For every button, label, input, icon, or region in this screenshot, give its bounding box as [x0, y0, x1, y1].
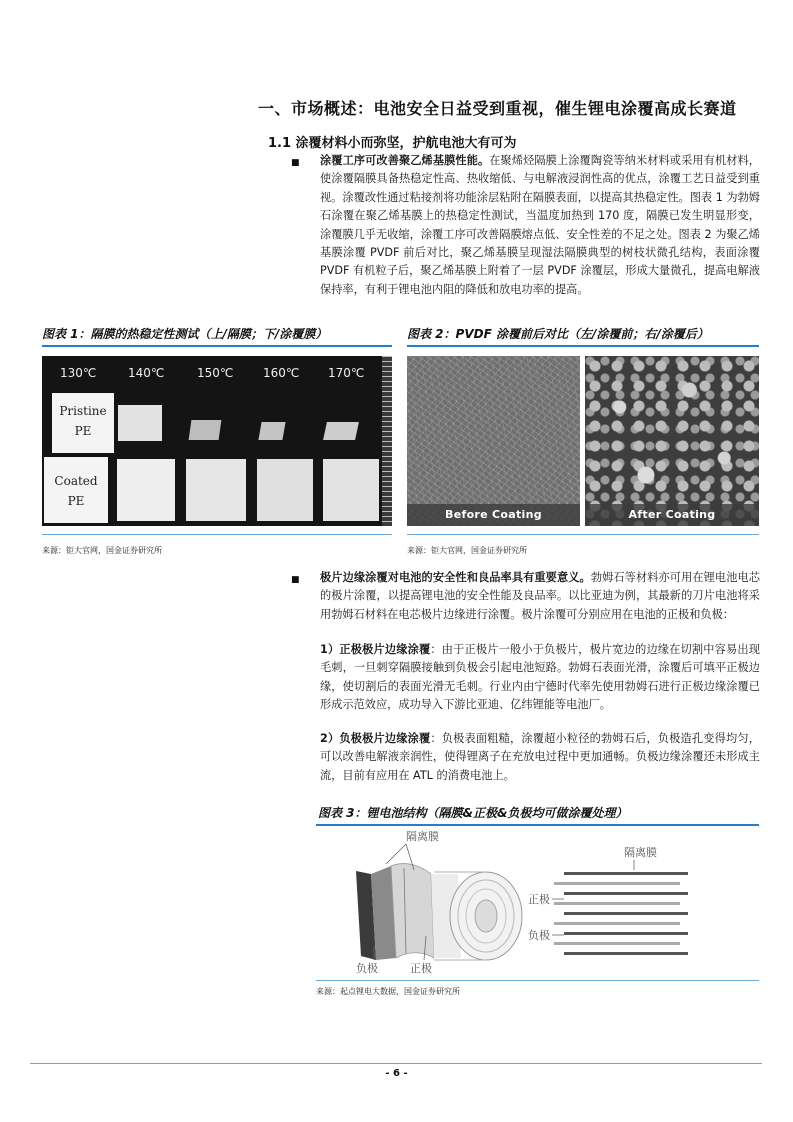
figure3-bottom-rule: [316, 980, 759, 981]
figure3-title: 图表 3：锂电池结构（隔膜&正极&负极均可做涂覆处理）: [318, 806, 628, 820]
sem-before-image: [407, 356, 580, 526]
thermal-stability-photo: [42, 356, 392, 526]
roll-core: [475, 900, 497, 932]
stack-layer-dark: [564, 872, 688, 875]
footer-rule: [30, 1063, 762, 1064]
stack-layer-dark: [564, 932, 688, 935]
left-anode-label: 负极: [356, 962, 378, 975]
temp-label: 140℃: [128, 366, 165, 380]
subsection-title: 1.1 涂覆材料小而弥坚，护航电池大有可为: [268, 136, 517, 151]
figure1-title: 图表 1：隔膜的热稳定性测试（上/隔膜；下/涂覆膜）: [42, 327, 328, 341]
paragraph-body: 勃姆石等材料亦可用在锂电池电芯的极片涂覆，以提高锂电池的安全性能及良品率。以比亚迪为例，其最新的刀片电池将采用勃姆石材料在电芯极片边缘进行涂覆。极片涂覆可分别应用在电池的正极和负极：: [320, 571, 760, 621]
paragraph-lead: 2）负极极片边缘涂覆: [320, 732, 431, 745]
layer-stack-illustration: [528, 845, 688, 955]
paragraph-anode-edge: [320, 730, 760, 785]
paragraph-cathode-edge: [320, 641, 760, 715]
coated-label-1: Coated: [54, 474, 98, 488]
cathode-layer: [391, 864, 434, 958]
figure2-top-rule: [407, 345, 759, 347]
paragraph-body: ：负极表面粗糙，涂覆超小粒径的勃姆石后，负极造孔变得均匀，可以改善电解液亲润性，使得锂离子在充放电过程中更加通畅。负极边缘涂覆还未形成主流，目前有应用在 ATL 的消费电池上。: [320, 732, 760, 782]
stack-layer-light: [554, 922, 680, 925]
temp-label: 160℃: [263, 366, 300, 380]
coated-sample-170: [323, 459, 379, 521]
sem-after-image: [585, 356, 759, 526]
stack-layer-dark: [564, 952, 688, 955]
left-cathode-label: 正极: [410, 962, 432, 975]
paragraph-edge-coating: [320, 569, 760, 624]
after-coating-label: After Coating: [585, 504, 759, 526]
pristine-sample-160: [258, 422, 285, 440]
coated-label-2: PE: [67, 494, 85, 508]
jelly-roll-illustration: [356, 829, 522, 975]
coated-pe-sample: [44, 457, 108, 523]
ruler: [382, 356, 392, 526]
before-coating-label: Before Coating: [407, 504, 580, 526]
pristine-sample-170: [323, 422, 359, 440]
stack-layer-dark: [564, 912, 688, 915]
paragraph-body: ：由于正极片一般小于负极片，极片宽边的边缘在切割中容易出现毛刺，一旦刺穿隔膜接触到负极会引起电池短路。勃姆石表面光滑，涂覆后可填平正极边缘，使切割后的表面光滑无毛刺。行业内由宁德时代率先使用勃姆石进行正极边缘涂覆已形成示范效应，成功导入下游比亚迪、亿纬锂能等电池厂。: [320, 643, 760, 712]
stack-layer-light: [554, 902, 680, 905]
paragraph-lead: 1）正极极片边缘涂覆: [320, 643, 431, 656]
figure2-source: 来源：钜大官网，国金证券研究所: [407, 546, 527, 555]
coated-sample-150: [186, 459, 246, 521]
section-title: 一、市场概述：电池安全日益受到重视，催生锂电涂覆高成长赛道: [258, 99, 737, 118]
pvdf-sem-comparison: [407, 356, 759, 526]
figure2-bottom-rule: [407, 534, 759, 535]
figure2-title: 图表 2：PVDF 涂覆前后对比（左/涂覆前；右/涂覆后）: [407, 327, 709, 341]
figure1-bottom-rule: [42, 534, 392, 535]
callout-line: [386, 844, 406, 864]
battery-structure-diagram: [316, 826, 759, 978]
temp-label: 170℃: [328, 366, 365, 380]
temp-label: 130℃: [60, 366, 97, 380]
bullet-icon: ■: [291, 158, 300, 168]
temp-label: 150℃: [197, 366, 234, 380]
figure1-top-rule: [42, 345, 392, 347]
left-separator-label: 隔离膜: [406, 830, 439, 843]
page-number: - 6 -: [385, 1068, 408, 1079]
paragraph-body: 在聚烯烃隔膜上涂覆陶瓷等纳米材料或采用有机材料，使涂覆隔膜具备热稳定性高、热收缩低、与电解液浸润性高的优点，涂覆工艺日益受到重视。涂覆改性通过粘接剂将功能涂层粘附在隔膜表面，以提高其热稳定性。图表 1 为勃姆石涂覆在聚乙烯基膜上的热稳定性测试，当温度加热到 170 度，隔膜已发生明显形变，涂覆膜几乎无收缩，涂覆工序可改善隔膜熔点低、安全性差的不足之处。图表 2 为聚乙烯基膜涂覆 PVDF 前后对比，聚乙烯基膜呈现湿法隔膜典型的树枝状微孔结构，表面涂覆 PVDF 有机粒子后，聚乙烯基膜上附着了一层 PVDF 涂覆层，形成大量微孔，提高电解液保持率，有利于锂电池内阻的降低和放电功率的提高。: [320, 154, 760, 296]
stack-layer-light: [554, 882, 680, 885]
stack-layer-light: [554, 942, 680, 945]
bullet-icon: ■: [291, 575, 300, 585]
figure1-source: 来源：钜大官网，国金证券研究所: [42, 546, 162, 555]
paragraph-coating-process: [320, 152, 760, 299]
paragraph-lead: 涂覆工序可改善聚乙烯基膜性能。: [320, 154, 490, 167]
figure3-source: 来源：起点锂电大数据，国金证券研究所: [316, 987, 460, 996]
right-cathode-label: 正极: [528, 893, 550, 906]
coated-sample-140: [117, 459, 175, 521]
pristine-sample-150: [189, 420, 222, 440]
right-anode-label: 负极: [528, 929, 550, 942]
paragraph-lead: 极片边缘涂覆对电池的安全性和良品率具有重要意义。: [320, 571, 591, 584]
pristine-label-2: PE: [74, 424, 92, 438]
pristine-label-1: Pristine: [59, 404, 107, 418]
right-separator-label: 隔离膜: [624, 846, 657, 859]
pristine-pe-sample: [52, 393, 114, 453]
coated-sample-160: [257, 459, 313, 521]
stack-layer-dark: [564, 892, 688, 895]
pristine-sample-140: [118, 405, 162, 441]
